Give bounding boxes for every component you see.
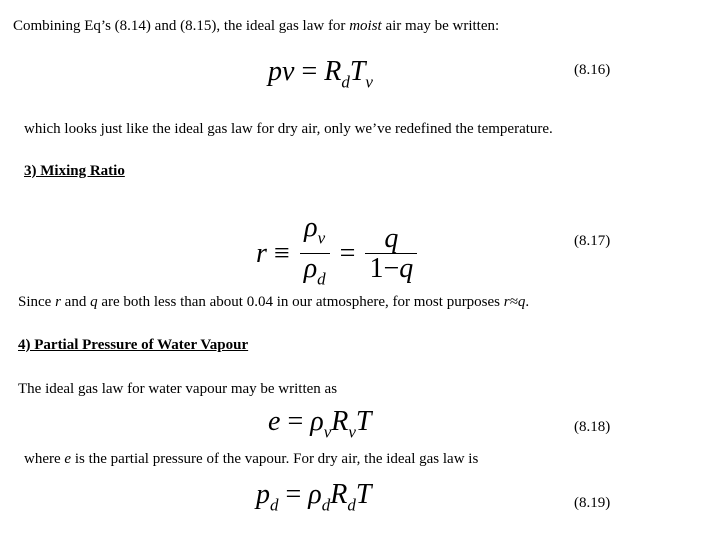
explanation-paragraph: which looks just like the ideal gas law for dry air, only we’ve redefined the temperature. — [24, 121, 553, 137]
p5-text-b: is the partial pressure of the vapour. For dry air, the ideal gas law is — [71, 451, 479, 467]
eq817-rho-v: ρ — [304, 212, 318, 243]
p5-var-e: e — [64, 451, 72, 467]
eq817-one-minus: 1− — [369, 252, 400, 284]
eq818-R: R — [331, 406, 349, 437]
eq817-rho-d: ρ — [303, 252, 318, 284]
eq817-fraction-rho — [300, 214, 330, 294]
heading-mixing-ratio: 3) Mixing Ratio — [24, 163, 125, 179]
intro-emphasis-moist: moist — [349, 18, 382, 34]
water-vapour-paragraph: The ideal gas law for water vapour may be written as — [18, 381, 338, 397]
eq819-R-subscript: d — [347, 495, 356, 515]
mixing-ratio-paragraph — [18, 293, 529, 311]
dry-air-paragraph — [24, 450, 478, 468]
eq817-q-denominator: q — [399, 252, 414, 284]
eq817-rho-v-subscript: v — [317, 228, 326, 248]
eq817-fraction-q — [365, 222, 417, 284]
eq817-equiv: ≡ — [273, 238, 290, 270]
eq819-rho-subscript: d — [321, 495, 331, 515]
equation-8-19 — [256, 480, 371, 521]
eq816-T: T — [349, 56, 366, 87]
intro-text-end: air may be written: — [381, 18, 500, 34]
eq819-p: p — [256, 479, 270, 510]
eq817-rho-d-subscript: d — [317, 269, 326, 289]
equation-8-18 — [268, 407, 371, 448]
eq818-R-subscript: v — [348, 422, 356, 442]
eq819-T: T — [355, 479, 372, 510]
eq818-rho: ρ — [310, 406, 324, 437]
equation-8-16 — [268, 57, 373, 98]
equation-8-17 — [256, 212, 420, 289]
eq818-e: e — [268, 406, 281, 437]
p3-approx: r≈q — [503, 294, 526, 310]
eq816-R: R — [324, 56, 342, 87]
p3-var-r: r — [55, 294, 61, 310]
p3-var-q: q — [90, 294, 98, 310]
eq817-r: r — [256, 238, 267, 270]
eq816-T-subscript: v — [365, 72, 373, 92]
p3-text-b: and — [60, 294, 91, 310]
equation-number-8-17: (8.17) — [574, 233, 611, 249]
intro-text-start: Combining Eq’s (8.14) and (8.15), the ideal gas law for — [13, 18, 350, 34]
eq817-equals: = — [339, 238, 356, 270]
eq816-lhs: pv — [268, 56, 295, 87]
equation-number-8-16: (8.16) — [574, 62, 611, 78]
eq818-equals: = — [287, 406, 304, 437]
eq816-equals: = — [301, 56, 318, 87]
p3-text-c: are both less than about 0.04 in our atmosphere, for most purposes — [97, 294, 504, 310]
eq819-p-subscript: d — [270, 495, 279, 515]
p3-text-d: . — [525, 294, 530, 310]
eq818-T: T — [355, 406, 372, 437]
eq819-equals: = — [285, 479, 302, 510]
p3-text-a: Since — [18, 294, 56, 310]
eq816-R-subscript: d — [341, 72, 350, 92]
heading-partial-pressure: 4) Partial Pressure of Water Vapour — [18, 337, 249, 353]
eq817-q-numerator: q — [365, 225, 417, 254]
eq819-rho: ρ — [308, 479, 322, 510]
p5-text-a: where — [24, 451, 65, 467]
intro-paragraph — [13, 17, 499, 35]
equation-number-8-19: (8.19) — [574, 495, 611, 511]
eq819-R: R — [330, 479, 348, 510]
equation-number-8-18: (8.18) — [574, 419, 611, 435]
eq818-rho-subscript: v — [323, 422, 332, 442]
